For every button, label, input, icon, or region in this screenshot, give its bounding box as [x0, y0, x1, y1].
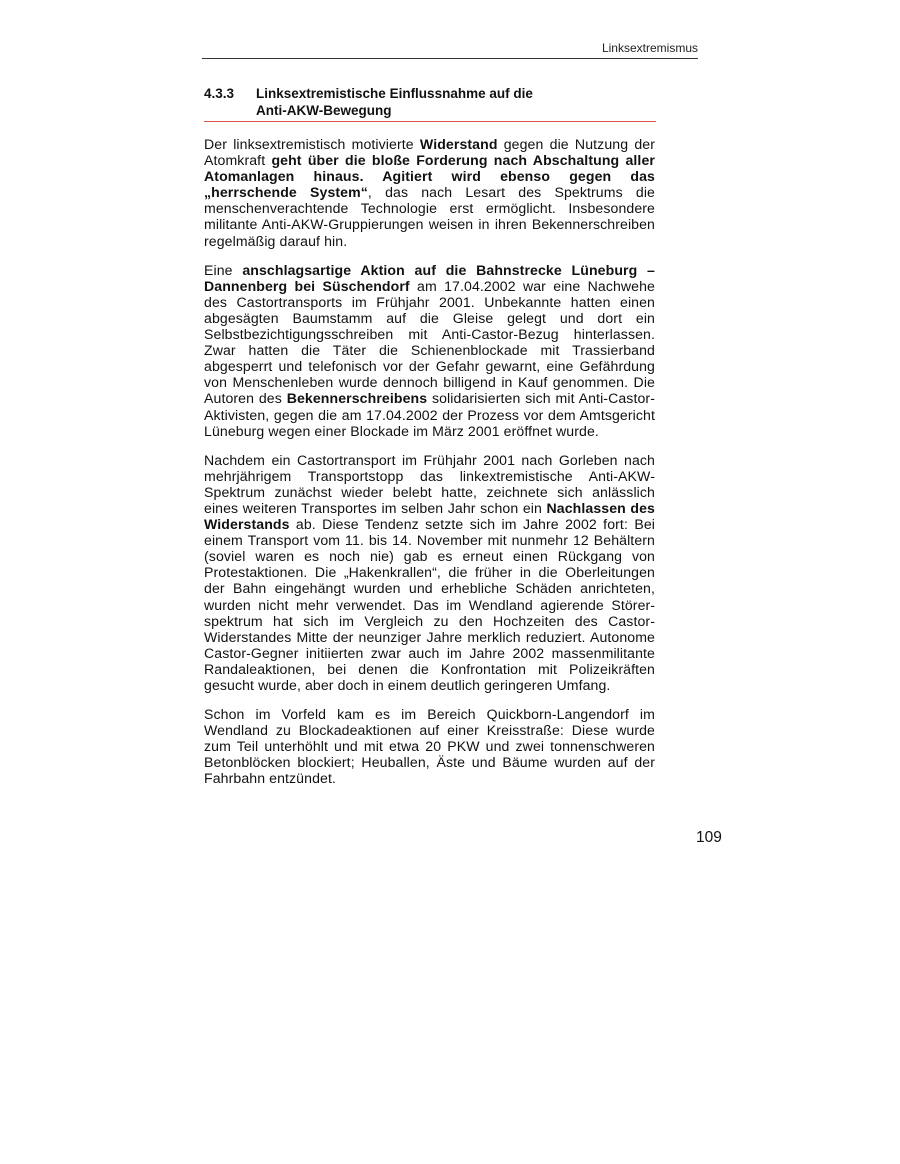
- paragraph-text: gegen die Nutzung der Atomkraft: [204, 136, 655, 169]
- paragraph-text: Schon im Vorfeld kam es im Bereich Quickborn-Langendorf im Wendland zu Blockadeaktionen auf einer Kreisstraße: Diese wurde zum Teil unterhöhlt und mit etwa 20 PKW und zwei tonnenschweren Betonblöcken blockiert; Heuballen, Äste und Bäume wurden auf der Fahrbahn entzündet.: [204, 706, 655, 787]
- paragraph: [204, 136, 655, 249]
- body-text: [204, 136, 655, 800]
- paragraph: [204, 262, 655, 439]
- paragraph-text: , das nach Lesart des Spektrums die menschenverachtende Technologie erst ermöglicht. Insbesondere militante Anti-AKW-Gruppierungen weisen in ihren Bekennerschreiben regelmäßig darauf hin.: [204, 184, 655, 249]
- emphasis-text: Nachlassen des Widerstands: [204, 499, 655, 533]
- paragraph-text: Eine: [204, 261, 243, 278]
- emphasis-text: anschlagsartige Aktion auf die Bahnstrecke Lüneburg – Dannenberg bei Süschendorf: [204, 261, 655, 294]
- paragraph-text: am 17.04.2002 war eine Nachwehe des Castortransports im Frühjahr 2001. Unbekannte hatten einen abgesägten Baumstamm auf die Gleise gelegt und dort ein Selbstbezichtigungsschreiben mit Anti-Castor-Bezug hinterlassen. Zwar hatten die Täter die Schienenblockade mit Trassierband abgesperrt und telefonisch vor der Gefahr gewarnt, eine Gefährdung von Menschenleben wurde dennoch billigend in Kauf genommen. Die Autoren des: [204, 277, 655, 407]
- page-number: 109: [696, 829, 722, 846]
- paragraph: [204, 706, 655, 786]
- paragraph-text: solidarisierten sich mit Anti-Castor-Aktivisten, gegen die am 17.04.2002 der Prozess vor dem Amtsgericht Lüneburg wegen einer Blockade im März 2001 eröffnet wurde.: [204, 390, 655, 439]
- running-header: [202, 40, 698, 59]
- emphasis-text: geht über die bloße Forderung nach Abschaltung aller Atomanlagen hinaus. Agitiert wird ebenso gegen das „herrschende System“: [204, 152, 655, 201]
- section-number: 4.3.3: [204, 86, 235, 101]
- emphasis-text: Widerstand: [419, 136, 498, 152]
- section-title-line-1: Linksextremistische Einflussnahme auf die: [256, 86, 533, 101]
- paragraph-text: ab. Diese Tendenz setzte sich im Jahre 2002 fort: Bei einem Transport vom 11. bis 14. November mit nunmehr 12 Behältern (soviel waren es noch nie) gab es erneut einen Rückgang von Protestaktionen. Die „Hakenkrallen“, die früher in die Oberleitungen der Bahn eingehängt wurden und erhebliche Schäden anrichteten, wurden nicht mehr verwendet. Das im Wendland agierende Störerspektrum hat sich im Vergleich zu den Hochzeiten des Castor-Widerstandes Mitte der neunziger Jahre merklich reduziert. Autonome Castor-Gegner initiierten zwar auch im Jahre 2002 massenmilitante Randaleaktionen, bei denen die Konfrontation mit Polizeikräften gesucht wurde, aber doch in einem deutlich geringeren Umfang.: [204, 516, 655, 693]
- paragraph: [204, 452, 655, 693]
- running-header-title: Linksextremismus: [601, 41, 698, 55]
- section-heading: [204, 85, 656, 122]
- section-title-line-2: Anti-AKW-Bewegung: [256, 103, 392, 118]
- paragraph-text: Der linksextremistisch motivierte: [204, 136, 420, 152]
- emphasis-text: Bekennerschreibens: [286, 390, 428, 407]
- paragraph-text: Nachdem ein Castortransport im Frühjahr 2001 nach Gorleben nach mehrjährigem Transportstopp das linkextremistische Anti-AKW-Spektrum zunächst wieder belebt hatte, zeichnete sich anlässlich eines weiteren Transportes im selben Jahr schon ein: [204, 451, 655, 516]
